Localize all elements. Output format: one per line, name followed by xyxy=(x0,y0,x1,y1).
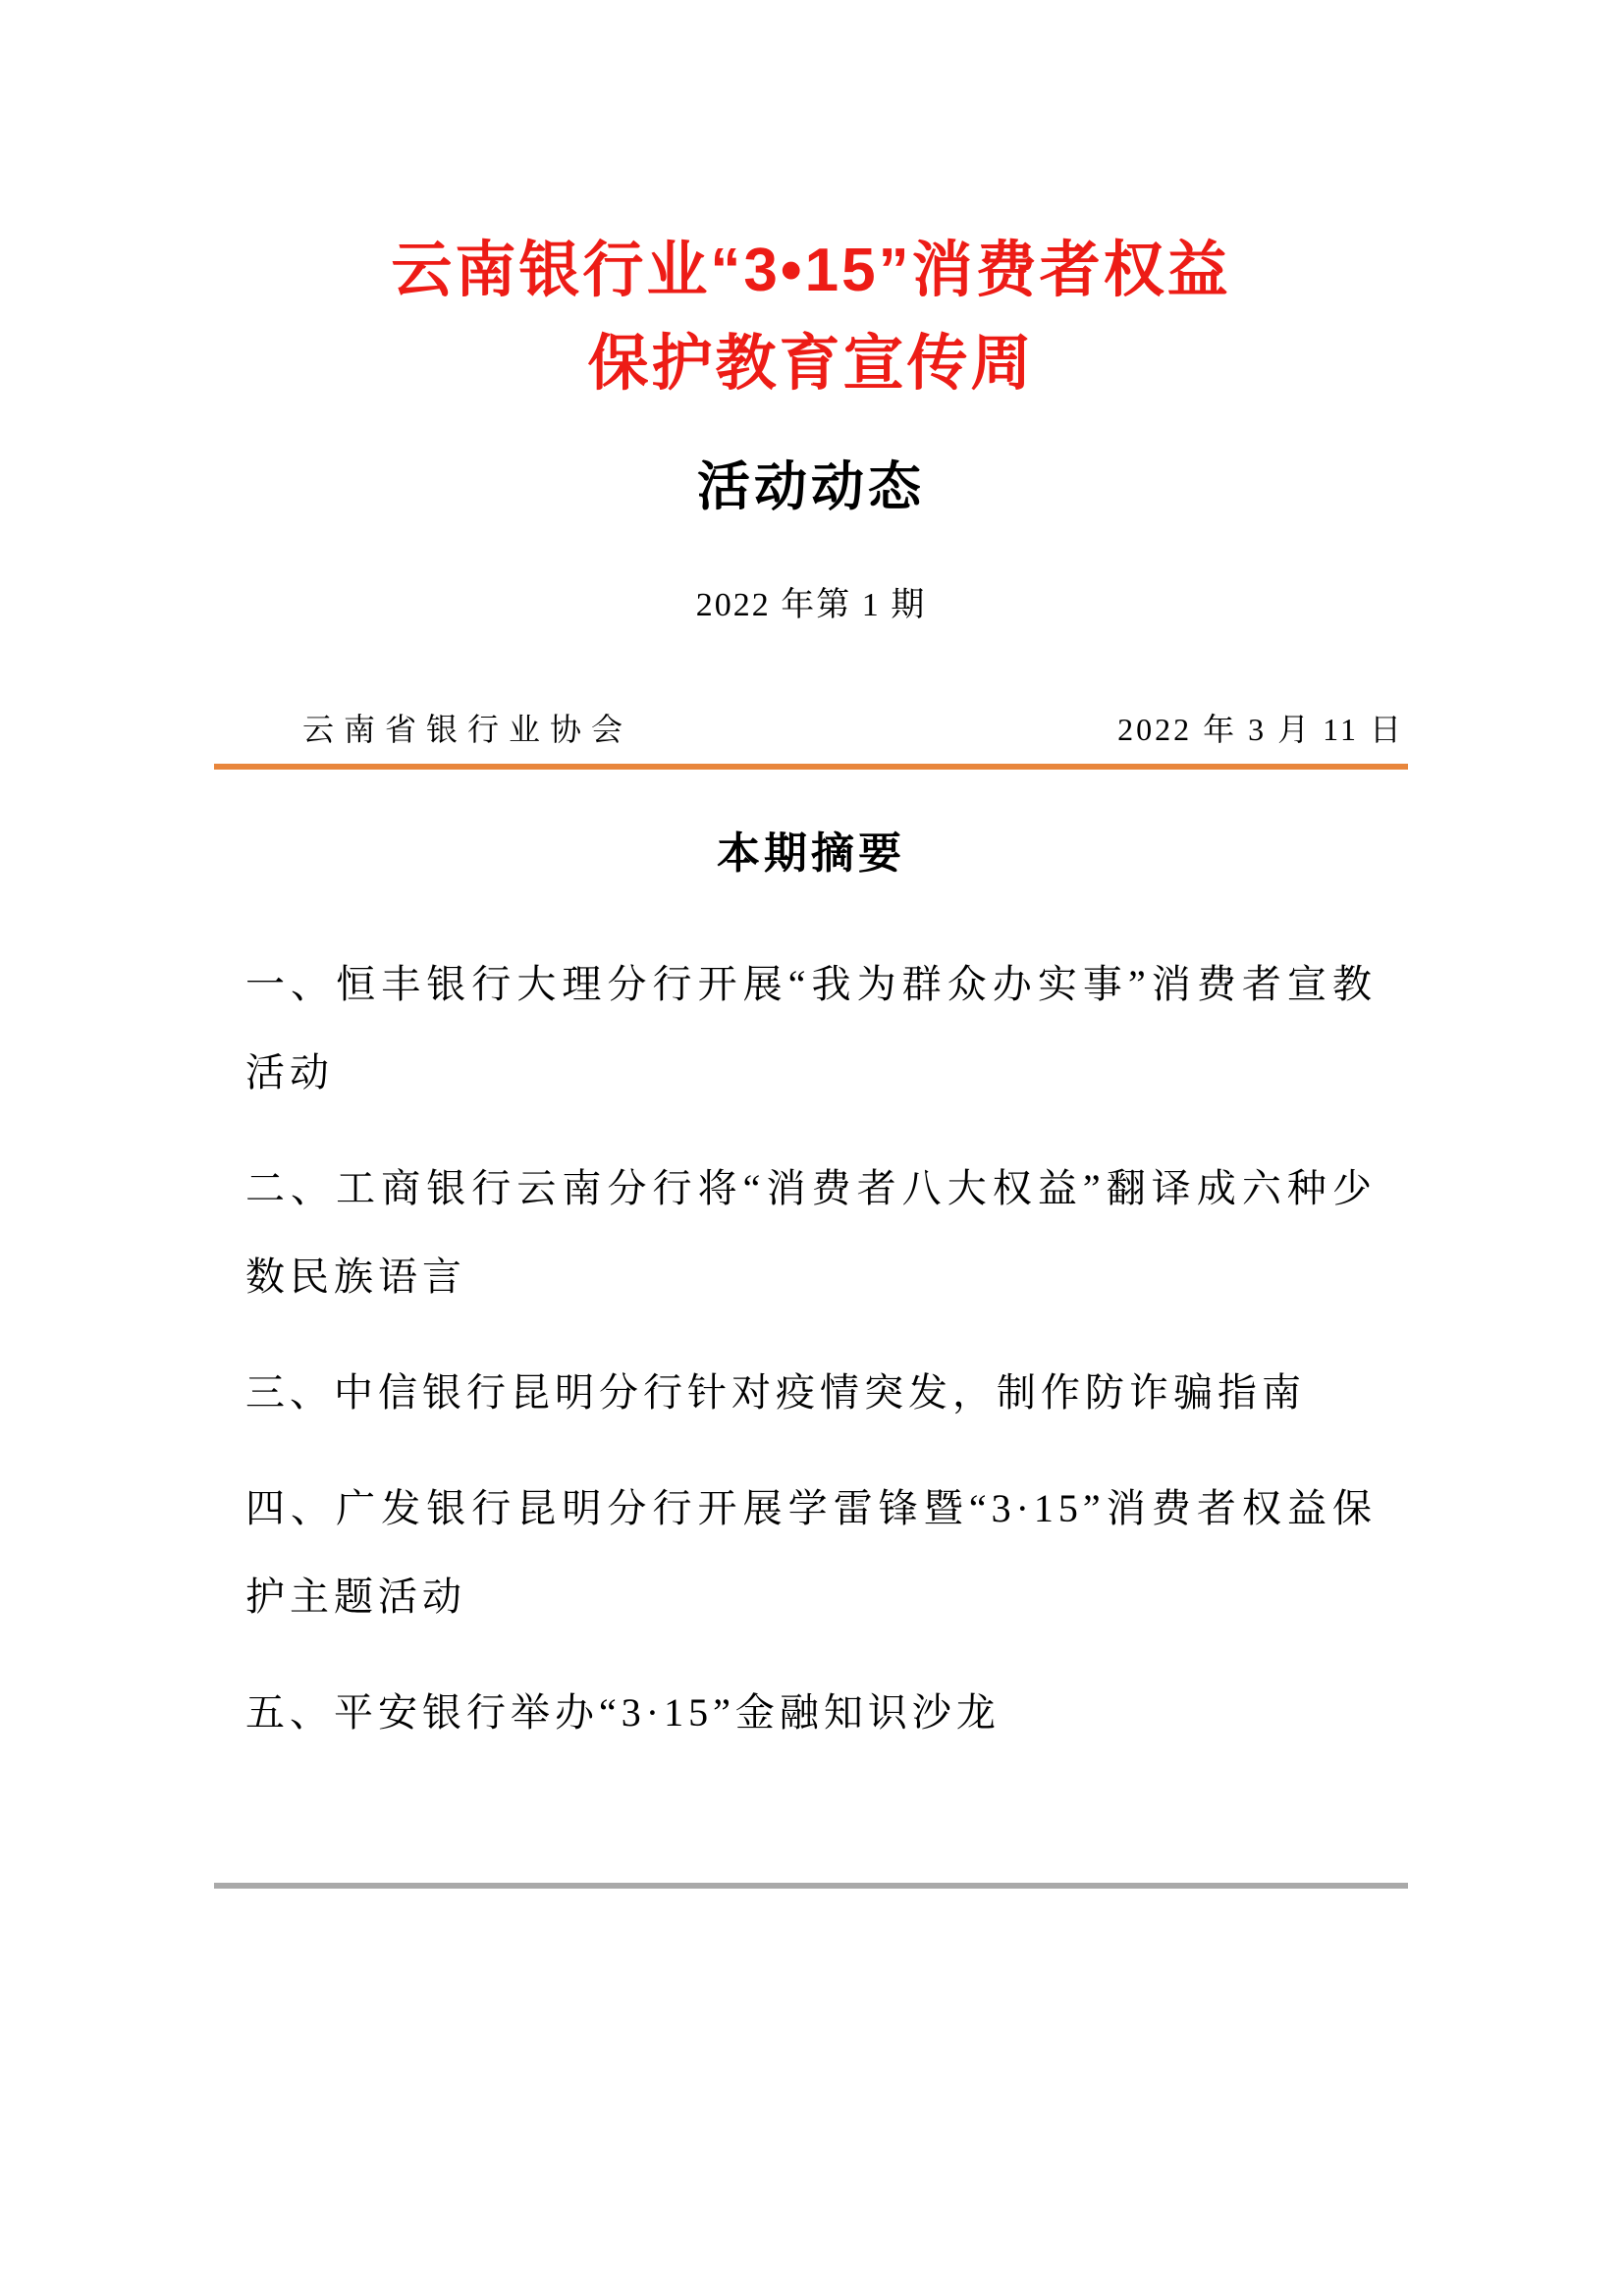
summary-item-4: 四、广发银行昆明分行开展学雷锋暨“3·15”消费者权益保护主题活动 xyxy=(245,1486,1377,1619)
summary-item-5: 五、平安银行举办“3·15”金融知识沙龙 xyxy=(245,1690,1001,1735)
issuing-organization: 云南省银行业协会 xyxy=(302,712,633,747)
document-title-line-2: 保护教育宣传周 xyxy=(587,330,1035,398)
summary-item-2: 二、工商银行云南分行将“消费者八大权益”翻译成六种少数民族语言 xyxy=(245,1166,1377,1299)
document-title-line-1: 云南银行业“3•15”消费者权益 xyxy=(391,237,1231,304)
document-subtitle: 活动动态 xyxy=(697,457,925,516)
masthead-row xyxy=(214,709,1408,770)
bottom-divider-rule xyxy=(214,1883,1408,1889)
section-heading-summary: 本期摘要 xyxy=(717,829,905,878)
summary-item-3: 三、中信银行昆明分行针对疫情突发，制作防诈骗指南 xyxy=(245,1370,1306,1415)
issue-number: 2022 年第 1 期 xyxy=(695,587,927,623)
document-title xyxy=(214,224,1408,410)
summary-item-1: 一、恒丰银行大理分行开展“我为群众办实事”消费者宣教活动 xyxy=(245,962,1377,1095)
issue-date: 2022 年 3 月 11 日 xyxy=(1117,712,1404,747)
summary-list xyxy=(245,940,1377,1757)
